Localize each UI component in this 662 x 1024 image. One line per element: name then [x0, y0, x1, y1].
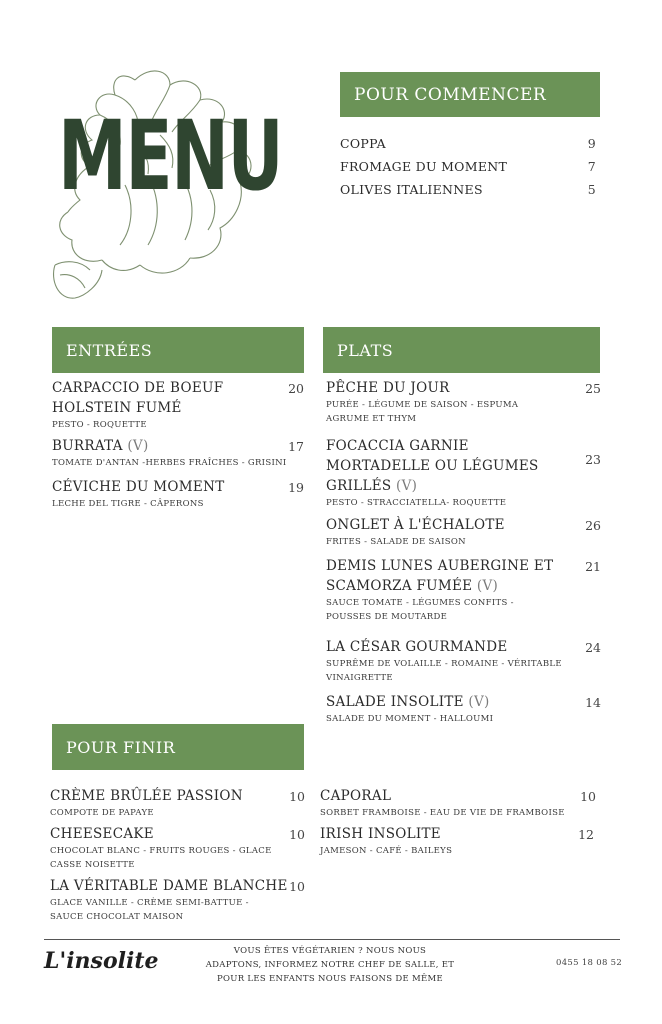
entrees-banner — [52, 327, 304, 373]
item-description: LECHE DEL TIGRE - CÂPERONS — [52, 499, 204, 509]
starter-name: OLIVES ITALIENNES — [340, 182, 483, 197]
item-name: LA VÉRITABLE DAME BLANCHE — [50, 878, 288, 894]
desserts-title: POUR FINIR — [66, 737, 176, 757]
item-name: ONGLET À L'ÉCHALOTE — [326, 517, 505, 533]
item-price: 23 — [585, 452, 601, 467]
item-description: SAUCE TOMATE - LÉGUMES CONFITS - — [326, 598, 514, 608]
menu-item — [326, 692, 601, 726]
item-name: PÊCHE DU JOUR — [326, 380, 450, 396]
item-price: 14 — [585, 695, 601, 710]
item-description: PESTO - STRACCIATELLA- ROQUETTE — [326, 498, 507, 508]
restaurant-logo: L'insolite — [44, 948, 159, 974]
item-price: 12 — [578, 827, 594, 842]
item-description: FRITES - SALADE DE SAISON — [326, 537, 466, 547]
starters-banner — [340, 72, 600, 117]
item-name: CARPACCIO DE BOEUF — [52, 380, 224, 396]
menu-item — [50, 786, 305, 820]
starter-price: 5 — [587, 182, 596, 197]
item-name: BURRATA — [52, 438, 123, 454]
phone-number: 0455 18 08 52 — [556, 958, 623, 968]
footer-note-line: ADAPTONS, INFORMEZ NOTRE CHEF DE SALLE, ET — [205, 960, 455, 970]
item-name: CHEESECAKE — [50, 826, 154, 842]
starters-title: POUR COMMENCER — [354, 84, 547, 105]
menu-item — [50, 876, 305, 924]
vegetarian-badge: (V) — [396, 478, 418, 494]
vegetarian-badge: (V) — [476, 578, 499, 594]
menu-item — [326, 515, 601, 549]
footer-note — [190, 944, 470, 986]
menu-item — [326, 378, 601, 426]
item-name: MORTADELLE OU LÉGUMES — [326, 458, 539, 474]
starter-item — [340, 136, 598, 151]
item-price: 21 — [585, 559, 601, 574]
item-name: DEMIS LUNES AUBERGINE ET — [326, 558, 554, 574]
item-name: CÉVICHE DU MOMENT — [52, 479, 225, 495]
vegetarian-badge: (V) — [127, 438, 149, 454]
menu-item — [326, 637, 601, 685]
item-description: VINAIGRETTE — [326, 673, 393, 683]
menu-item — [52, 378, 304, 432]
menu-item — [320, 824, 596, 858]
item-price: 20 — [288, 381, 304, 396]
menu-item — [326, 556, 601, 624]
item-description: SUPRÊME DE VOLAILLE - ROMAINE - VÉRITABLE — [326, 659, 562, 669]
item-name: SCAMORZA FUMÉE — [326, 578, 473, 594]
item-description: SALADE DU MOMENT - HALLOUMI — [326, 714, 494, 724]
footer-note-line: POUR LES ENFANTS NOUS FAISONS DE MÊME — [216, 974, 444, 984]
vegetarian-badge: (V) — [468, 694, 490, 710]
item-description: SAUCE CHOCOLAT MAISON — [50, 912, 184, 922]
item-name: LA CÉSAR GOURMANDE — [326, 639, 508, 655]
item-price: 24 — [585, 640, 601, 655]
menu-item — [50, 824, 305, 872]
entrees-title: ENTRÉES — [66, 340, 153, 360]
starter-item — [340, 182, 598, 197]
footer-note-line: VOUS ÊTES VÉGÉTARIEN ? NOUS NOUS — [233, 946, 427, 956]
item-description: SORBET FRAMBOISE - EAU DE VIE DE FRAMBOISE — [320, 808, 565, 818]
item-description: CHOCOLAT BLANC - FRUITS ROUGES - GLACE — [50, 846, 272, 856]
item-name: FOCACCIA GARNIE — [326, 438, 469, 454]
desserts-banner — [52, 724, 304, 770]
item-name: CRÈME BRÛLÉE PASSION — [50, 788, 243, 804]
starter-name: COPPA — [340, 136, 387, 151]
item-description: CASSE NOISETTE — [50, 860, 135, 870]
menu-item — [326, 436, 601, 510]
menu-item — [52, 477, 304, 511]
plats-banner — [323, 327, 600, 373]
menu-item — [320, 786, 596, 820]
item-price: 17 — [288, 439, 304, 454]
starter-name: FROMAGE DU MOMENT — [340, 159, 508, 174]
item-description: JAMESON - CAFÉ - BAILEYS — [320, 846, 453, 856]
footer-divider — [44, 939, 620, 940]
item-name: HOLSTEIN FUMÉ — [52, 400, 182, 416]
item-price: 10 — [289, 827, 305, 842]
item-price: 10 — [580, 789, 596, 804]
item-price: 10 — [289, 879, 305, 894]
item-name: IRISH INSOLITE — [320, 826, 441, 842]
starter-price: 9 — [587, 136, 596, 151]
item-description: PURÉE - LÉGUME DE SAISON - ESPUMA — [326, 400, 519, 410]
menu-title: MENU — [58, 100, 283, 212]
item-description: GLACE VANILLE - CRÈME SEMI-BATTUE - — [50, 898, 249, 908]
item-price: 25 — [585, 381, 601, 396]
item-description: TOMATE D'ANTAN -HERBES FRAÎCHES - GRISINI — [52, 458, 287, 468]
item-price: 10 — [289, 789, 305, 804]
item-description: PESTO - ROQUETTE — [52, 420, 147, 430]
item-name: CAPORAL — [320, 788, 392, 804]
item-description: POUSSES DE MOUTARDE — [326, 612, 448, 622]
item-price: 19 — [288, 480, 304, 495]
item-description: AGRUME ET THYM — [326, 414, 417, 424]
item-price: 26 — [585, 518, 601, 533]
plats-title: PLATS — [337, 340, 394, 360]
starter-item — [340, 159, 598, 174]
menu-item — [52, 436, 304, 470]
item-description: COMPOTE DE PAPAYE — [50, 808, 154, 818]
item-name: SALADE INSOLITE — [326, 694, 464, 710]
item-name: GRILLÉS — [326, 478, 392, 494]
starter-price: 7 — [587, 159, 596, 174]
